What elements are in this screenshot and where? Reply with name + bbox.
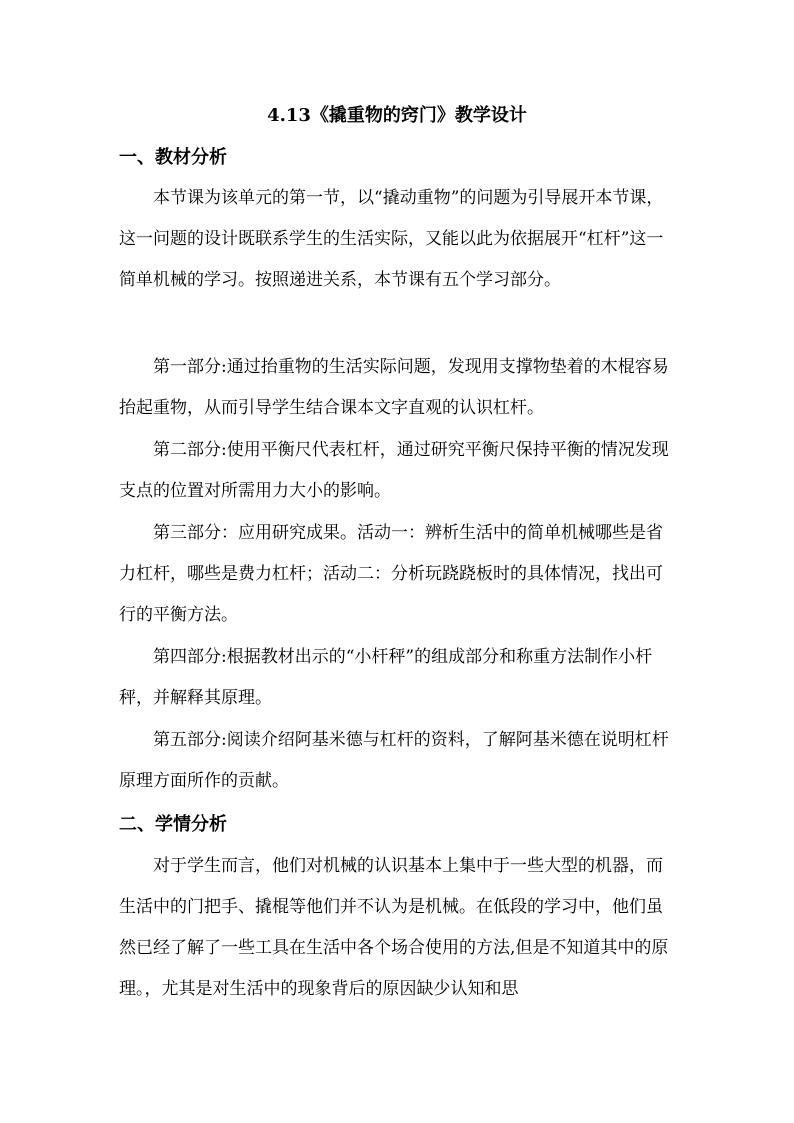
paragraph-part-four: 第四部分:根据教材出示的“小杆秤”的组成部分和称重方法制作小杆秤，并解释其原理。	[119, 647, 653, 708]
paragraph-overview: 本节课为该单元的第一节，以“撬动重物”的问题为引导展开本节课，这一问题的设计既联系学生的生活实际，又能以此为依据展开“杠杆”这一简单机械的学习。按照递进关系，本节课有五个学习部分。	[119, 188, 664, 290]
section-heading-learner-analysis: 二、学情分析	[119, 814, 227, 835]
paragraph-part-five: 第五部分:阅读介绍阿基米德与杠杆的资料，了解阿基米德在说明杠杆原理方面所作的贡献。	[119, 730, 669, 791]
paragraph-part-two: 第二部分:使用平衡尺代表杠杆，通过研究平衡尺保持平衡的情况发现支点的位置对所需用力大小的影响。	[119, 440, 669, 501]
paragraph-part-three: 第三部分：应用研究成果。活动一：辨析生活中的简单机械哪些是省力杠杆，哪些是费力杠杆；活动二：分析玩跷跷板时的具体情况，找出可行的平衡方法。	[119, 523, 663, 625]
document-title: 4.13《撬重物的窍门》教学设计	[267, 105, 527, 126]
paragraph-learner-analysis: 对于学生而言，他们对机械的认识基本上集中于一些大型的机器，而生活中的门把手、撬棍等他们并不认为是机械。在低段的学习中，他们虽然已经了解了一些工具在生活中各个场合使用的方法,但是不知道其中的原理。，尤其是对生活中的现象背后的原因缺少认知和思	[119, 856, 669, 999]
paragraph-part-one: 第一部分:通过抬重物的生活实际问题，发现用支撑物垫着的木棍容易抬起重物，从而引导学生结合课本文字直观的认识杠杆。	[119, 357, 669, 418]
section-heading-textbook-analysis: 一、教材分析	[119, 147, 227, 168]
